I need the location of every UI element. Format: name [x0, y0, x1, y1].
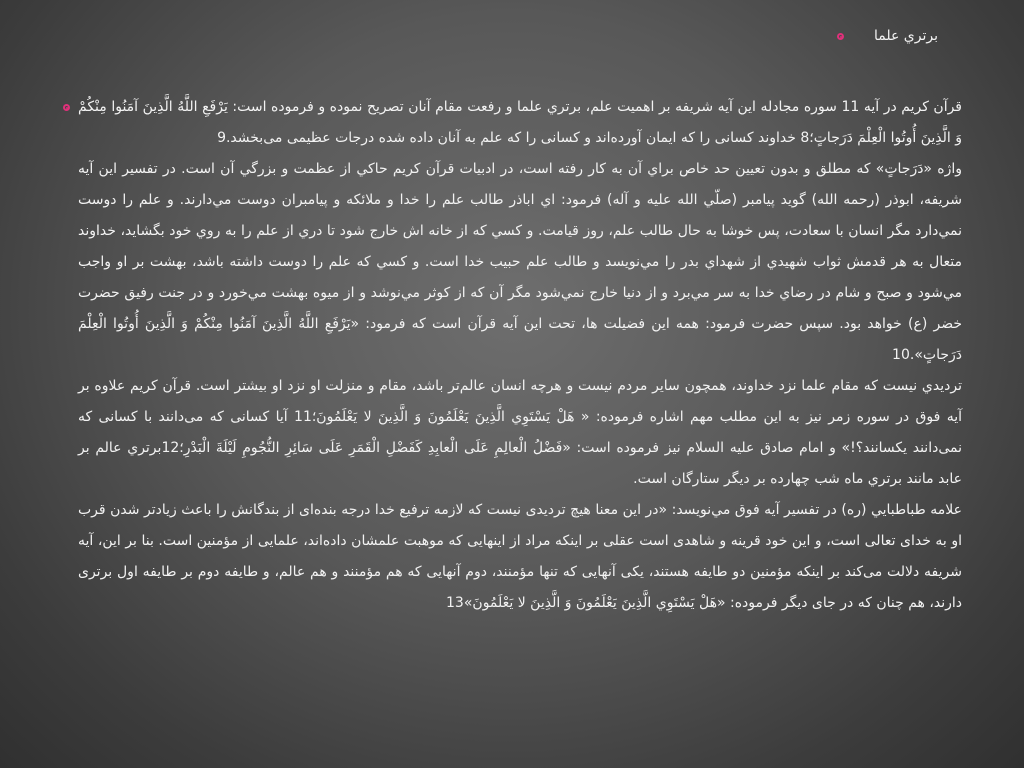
title-row [837, 28, 938, 44]
slide-title: برتري علما [874, 28, 938, 44]
paragraph-4: علامه طباطبايي (ره) در تفسير آيه فوق مي‌نويسد: «در اين معنا هيچ ترديدى نيست كه لازمه ترفيع خدا درجه بنده‌اى از بندگانش را باعث زيادتر شدن قرب او به خداى تعالى است، و اين خود قرينه و شاهدى است عقلى بر اينكه مراد از اينهايى كه موهبت علمشان داده‌اند، علمايى از مؤمنين است. بنا بر اين، آيه شريفه دلالت مى‌كند بر اينكه مؤمنين دو طايفه هستند، يكى آنهايى كه تنها مؤمنند، دوم آنهايى كه هم مؤمنند و هم عالم، و طايفه دوم بر طايفه اول برترى دارند، هم چنان كه در جاى ديگر فرموده: «هَلْ يَسْتَوِي الَّذِينَ يَعْلَمُونَ وَ الَّذِينَ لا يَعْلَمُونَ»13 [78, 502, 962, 611]
body-bullet-icon [63, 104, 70, 111]
paragraph-2: واژه «دَرَجاتٍ» كه مطلق و بدون تعيين حد خاص براي آن به كار رفته است، در ادبيات قرآن كريم حاكي از عظمت و بزرگي آن است. در تفسير اين آيه شريفه، ابوذر (رحمه الله) گويد پيامبر (صلّي الله عليه و آله) فرمود: اي اباذر طالب علم را خدا و ملائكه و پيامبران دوست مي‌دارند. و علم را دوست نمي‌دارد مگر انسان با سعادت، پس خوشا به حال طالب علم، روز قيامت. و كسي كه از خانه اش خارج شود تا دري از علم را به روي خود بگشايد، خداوند متعال به هر قدمش ثواب شهيدي از شهداي بدر را مي‌نويسد و طالب علم حبيب خدا است. و كسي كه علم را دوست داشته باشد، بهشت بر او واجب مي‌شود و صبح و شام در رضاي خدا به سر مي‌برد و از دنيا خارج نمي‌شود مگر آن كه از كوثر مي‌نوشد و از ميوه بهشت مي‌خورد و در جنت رفيق حضرت خضر (ع) خواهد بود. سپس حضرت فرمود: همه اين فضيلت ها، تحت اين آيه قرآن است كه فرمود: «يَرْفَعِ اللَّهُ الَّذِينَ آمَنُوا مِنْكُمْ وَ الَّذِينَ أُوتُوا الْعِلْمَ دَرَجاتٍ».10 [78, 161, 962, 363]
paragraph-1: قرآن كريم در آيه 11 سوره مجادله اين آيه شريفه بر اهميت علم، برتري علما و رفعت مقام آنان تصريح نموده و فرموده است: يَرْفَعِ اللَّهُ الَّذِينَ آمَنُوا مِنْكُمْ وَ الَّذِينَ أُوتُوا الْعِلْمَ دَرَجاتٍ؛8 خداوند كسانى را كه ايمان آورده‌اند و كسانى را كه علم به آنان داده شده درجات عظيمى مى‌بخشد.9 [78, 99, 963, 146]
body-text [78, 92, 962, 619]
paragraph-3: ترديدي نيست كه مقام علما نزد خداوند، همچون ساير مردم نيست و هرچه انسان عالم‌تر باشد، مقام و منزلت او نزد او بيشتر است. قرآن كريم علاوه بر آيه فوق در سوره زمر نيز به اين مطلب مهم اشاره فرموده: « هَلْ يَسْتَوِي الَّذِينَ يَعْلَمُونَ وَ الَّذِينَ لا يَعْلَمُونَ؛11 آيا كسانى كه مى‌دانند با كسانى كه نمى‌دانند يكسانند؟!» و امام صادق عليه السلام نيز فرموده است: «فَضْلُ الْعالِمِ عَلَى الْعابِدِ كَفَضْلِ الْقَمَرِ عَلَى سَائِرِ النُّجُومِ لَيْلَةَ الْبَدْرِ؛12برتري عالم بر عابد مانند برتري ماه شب چهارده بر ديگر ستارگان است. [78, 378, 962, 487]
title-bullet-icon [837, 33, 844, 40]
